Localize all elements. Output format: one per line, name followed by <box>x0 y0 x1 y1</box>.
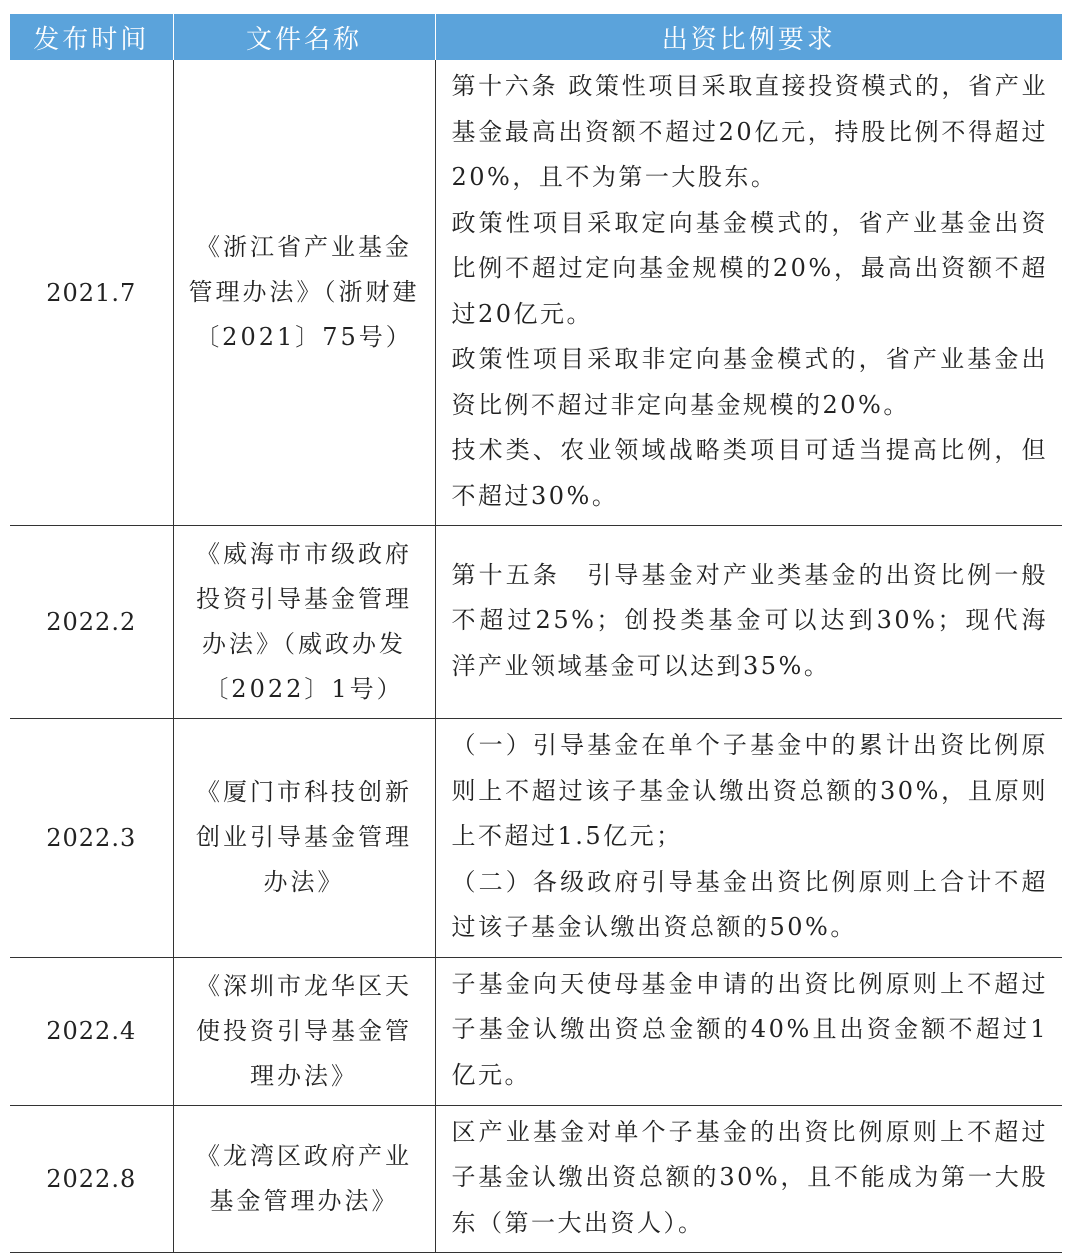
fund-policy-table <box>10 14 1062 1253</box>
row-document-name: 《深圳市龙华区天使投资引导基金管理办法》 <box>173 957 435 1105</box>
header-row <box>10 14 1062 60</box>
header-document-name: 文件名称 <box>173 14 435 60</box>
row-document-name: 《厦门市科技创新创业引导基金管理办法》 <box>173 719 435 958</box>
row-requirements <box>435 719 1062 958</box>
requirement-paragraph: 子基金向天使母基金申请的出资比例原则上不超过子基金认缴出资总金额的40%且出资金额不超过1亿元。 <box>451 969 1048 1089</box>
row-date: 2021.7 <box>10 60 173 526</box>
table-row <box>10 60 1062 526</box>
row-requirements <box>435 957 1062 1105</box>
requirement-paragraph: 区产业基金对单个子基金的出资比例原则上不超过子基金认缴出资总额的30%，且不能成为第一大股东（第一大出资人）。 <box>451 1117 1048 1237</box>
table-row <box>10 719 1062 958</box>
row-requirements <box>435 526 1062 719</box>
requirement-paragraph: 第十五条 引导基金对产业类基金的出资比例一般不超过25%；创投类基金可以达到30%；现代海洋产业领域基金可以达到35%。 <box>451 560 1048 680</box>
row-document-name: 《浙江省产业基金管理办法》（浙财建〔2021〕75号） <box>173 60 435 526</box>
requirement-paragraph: （二）各级政府引导基金出资比例原则上合计不超过该子基金认缴出资总额的50%。 <box>451 867 1048 941</box>
requirement-paragraph: 政策性项目采取非定向基金模式的，省产业基金出资比例不超过非定向基金规模的20%。 <box>451 345 1048 419</box>
table-row <box>10 957 1062 1105</box>
row-date: 2022.3 <box>10 719 173 958</box>
row-requirements <box>435 1105 1062 1253</box>
row-requirements <box>435 60 1062 526</box>
policy-table-container <box>10 14 1062 1253</box>
table-header <box>10 14 1062 60</box>
table-row <box>10 1105 1062 1253</box>
row-date: 2022.8 <box>10 1105 173 1253</box>
requirement-paragraph: 第十六条 政策性项目采取直接投资模式的，省产业基金最高出资额不超过20亿元，持股比例不得超过20%，且不为第一大股东。 <box>451 72 1048 191</box>
row-date: 2022.4 <box>10 957 173 1105</box>
requirement-paragraph: （一）引导基金在单个子基金中的累计出资比例原则上不超过该子基金认缴出资总额的30%，且原则上不超过1.5亿元； <box>451 731 1048 850</box>
row-date: 2022.2 <box>10 526 173 719</box>
requirement-paragraph: 技术类、农业领域战略类项目可适当提高比例，但不超过30%。 <box>451 436 1048 510</box>
header-funding-ratio-requirement: 出资比例要求 <box>435 14 1062 60</box>
table-row <box>10 526 1062 719</box>
header-publish-date: 发布时间 <box>10 14 173 60</box>
row-document-name: 《威海市市级政府投资引导基金管理办法》（威政办发〔2022〕1号） <box>173 526 435 719</box>
requirement-paragraph: 政策性项目采取定向基金模式的，省产业基金出资比例不超过定向基金规模的20%，最高出资额不超过20亿元。 <box>451 208 1048 328</box>
table-body <box>10 60 1062 1253</box>
row-document-name: 《龙湾区政府产业基金管理办法》 <box>173 1105 435 1253</box>
